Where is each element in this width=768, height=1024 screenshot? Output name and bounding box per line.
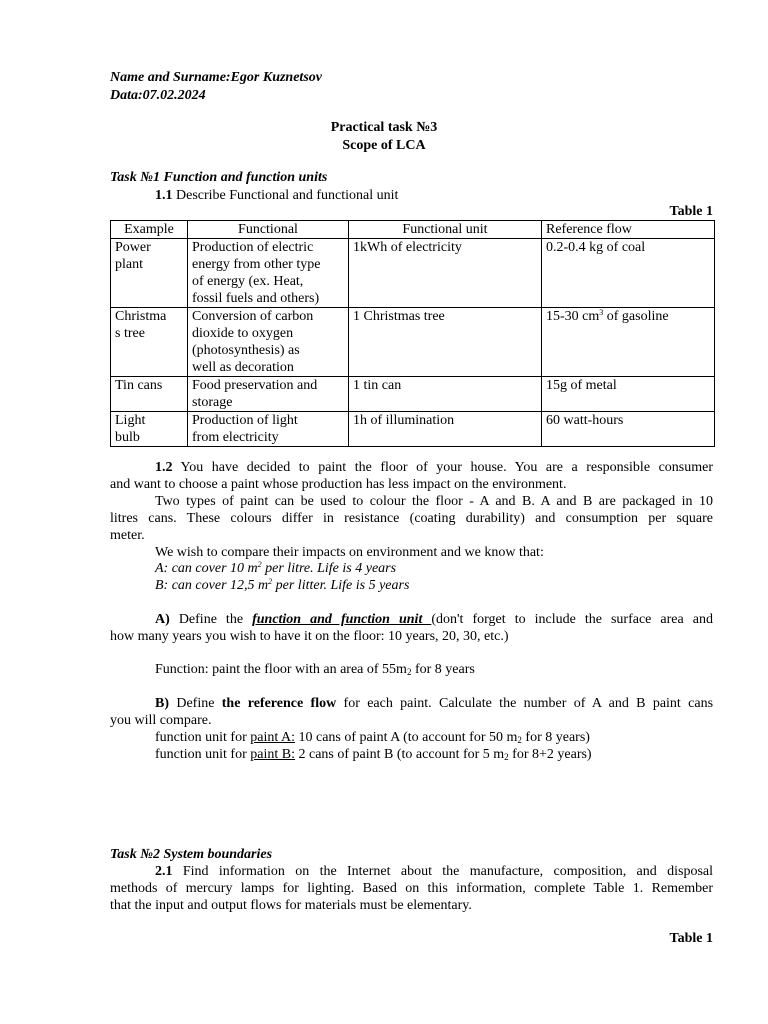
table-row	[111, 239, 715, 308]
cell-line: Conversion of carbon	[192, 309, 314, 324]
cell-example	[111, 412, 188, 447]
question-1-1-number: 1.1	[155, 188, 173, 203]
unit-b-text-after: for 8+2 years)	[508, 747, 592, 762]
cell-example	[111, 377, 188, 412]
ref-text: 15g of metal	[546, 378, 617, 393]
col-header-functional: Functional	[188, 221, 349, 239]
date-value: 07.02.2024	[142, 88, 206, 103]
paint-types-line3: meter.	[110, 528, 145, 543]
cell-line: plant	[115, 257, 143, 272]
function-answer-text: Function: paint the floor with an area of 55m	[155, 662, 407, 677]
question-b-text: Define	[169, 696, 222, 711]
function-unit-paint-b	[155, 746, 592, 763]
question-1-1-text: Describe Functional and functional unit	[172, 188, 399, 203]
cell-line: s tree	[115, 326, 145, 341]
cell-line: Production of electric	[192, 240, 314, 255]
ref-text: 15-30 cm	[546, 309, 600, 324]
unit-b-label: paint B:	[250, 747, 295, 762]
col-header-reference-flow: Reference flow	[542, 221, 715, 239]
cell-line: Food preservation and	[192, 378, 318, 393]
cell-line: Production of light	[192, 413, 298, 428]
document-title: Practical task №3	[330, 120, 438, 135]
question-b-label: B)	[155, 696, 169, 711]
question-b-line1	[155, 695, 713, 712]
question-b-line2: you will compare.	[110, 713, 212, 728]
table1-label-task2: Table 1	[669, 931, 713, 946]
name-value: Egor Kuznetsov	[230, 70, 322, 85]
document-subtitle: Scope of LCA	[342, 138, 426, 153]
unit-b-text: 2 cans of paint B (to account for 5 m	[295, 747, 505, 762]
cell-functional	[188, 239, 349, 308]
table-row	[111, 308, 715, 377]
cell-reference-flow	[542, 239, 715, 308]
question-2-1-line3: that the input and output flows for materials must be elementary.	[110, 898, 472, 913]
cell-functional-unit: 1h of illumination	[349, 412, 542, 447]
unit-a-text-after: for 8 years)	[521, 730, 590, 745]
cell-functional	[188, 412, 349, 447]
ref-text: 60 watt-hours	[546, 413, 624, 428]
paint-a-text: A: can cover 10 m	[155, 561, 258, 576]
question-1-1	[155, 187, 398, 204]
name-line	[110, 69, 322, 86]
compare-intro: We wish to compare their impacts on environment and we know that:	[155, 545, 544, 560]
ref-sup: 3	[599, 308, 604, 317]
question-1-2-number: 1.2	[155, 460, 173, 475]
question-a-label: A)	[155, 612, 170, 627]
col-header-functional-unit: Functional unit	[349, 221, 542, 239]
cell-functional	[188, 377, 349, 412]
paint-b-sup: 2	[268, 577, 273, 586]
cell-line: Power	[115, 240, 151, 255]
unit-a-prefix: function unit for	[155, 730, 251, 745]
unit-b-sub: 2	[504, 752, 509, 762]
name-label: Name and Surname:	[110, 70, 231, 85]
question-a-text-after: (don't forget to include the surface area and	[431, 612, 713, 627]
cell-reference-flow	[542, 308, 715, 377]
function-answer-text-after: for 8 years	[411, 662, 475, 677]
cell-example	[111, 239, 188, 308]
cell-line: from electricity	[192, 430, 279, 445]
question-a-line2: how many years you wish to have it on the floor: 10 years, 20, 30, etc.)	[110, 629, 509, 644]
cell-line: Christma	[115, 309, 167, 324]
cell-line: storage	[192, 395, 233, 410]
question-2-1-number: 2.1	[155, 864, 173, 879]
cell-line: Light	[115, 413, 146, 428]
cell-reference-flow	[542, 412, 715, 447]
function-unit-paint-a	[155, 729, 590, 746]
table-row	[111, 377, 715, 412]
date-label: Data:	[110, 88, 143, 103]
task1-heading: Task №1 Function and function units	[110, 170, 328, 185]
question-1-2-line2: and want to choose a paint whose production has less impact on the environment.	[110, 477, 567, 492]
unit-a-text: 10 cans of paint A (to account for 50 m	[295, 730, 518, 745]
table-row	[111, 412, 715, 447]
question-1-2-line1	[155, 459, 713, 476]
table1-label: Table 1	[669, 204, 713, 219]
unit-a-label: paint A:	[250, 730, 295, 745]
cell-line: (photosynthesis) as	[192, 343, 300, 358]
question-b-emphasis: the reference flow	[221, 696, 337, 711]
table-header-row	[111, 221, 715, 239]
question-a-line1	[155, 611, 713, 628]
cell-line: bulb	[115, 430, 140, 445]
question-a-text: Define the	[169, 612, 253, 627]
ref-text-after: of gasoline	[603, 309, 669, 324]
question-2-1-line1	[155, 863, 713, 880]
question-1-2-text: You have decided to paint the floor of your house. You are a responsible consumer	[172, 460, 713, 475]
cell-functional	[188, 308, 349, 377]
paint-types-line1: Two types of paint can be used to colour the floor - A and B. A and B are packaged in 10	[155, 494, 713, 509]
cell-line: dioxide to oxygen	[192, 326, 294, 341]
cell-line: well as decoration	[192, 360, 294, 375]
cell-line: energy from other type	[192, 257, 321, 272]
question-a-emphasis: function and function unit	[252, 612, 432, 627]
question-b-text-after: for each paint. Calculate the number of A and B paint cans	[336, 696, 714, 711]
cell-example	[111, 308, 188, 377]
unit-b-prefix: function unit for	[155, 747, 251, 762]
paint-b-text: B: can cover 12,5 m	[155, 578, 269, 593]
cell-line: Tin cans	[115, 378, 163, 393]
paint-b-spec	[155, 577, 409, 594]
paint-types-line2: litres cans. These colours differ in resistance (coating durability) and consumption per square	[110, 511, 713, 526]
cell-line: fossil fuels and others)	[192, 291, 320, 306]
function-answer	[155, 661, 475, 678]
question-2-1-line2: methods of mercury lamps for lighting. Based on this information, complete Table 1. Remember	[110, 881, 713, 896]
paint-a-spec	[155, 560, 396, 577]
cell-reference-flow	[542, 377, 715, 412]
cell-functional-unit: 1 tin can	[349, 377, 542, 412]
function-answer-sub: 2	[406, 667, 412, 677]
col-header-example: Example	[111, 221, 188, 239]
date-line	[110, 87, 206, 104]
paint-b-text-after: per litter. Life is 5 years	[272, 578, 410, 593]
cell-line: of energy (ex. Heat,	[192, 274, 304, 289]
functional-units-table	[110, 220, 715, 447]
question-2-1-text: Find information on the Internet about the manufacture, composition, and disposal	[172, 864, 713, 879]
unit-a-sub: 2	[517, 735, 522, 745]
task2-heading: Task №2 System boundaries	[110, 847, 273, 862]
paint-a-text-after: per litre. Life is 4 years	[261, 561, 397, 576]
cell-functional-unit: 1 Christmas tree	[349, 308, 542, 377]
ref-text: 0.2-0.4 kg of coal	[546, 240, 646, 255]
cell-functional-unit: 1kWh of electricity	[349, 239, 542, 308]
paint-a-sup: 2	[257, 560, 262, 569]
